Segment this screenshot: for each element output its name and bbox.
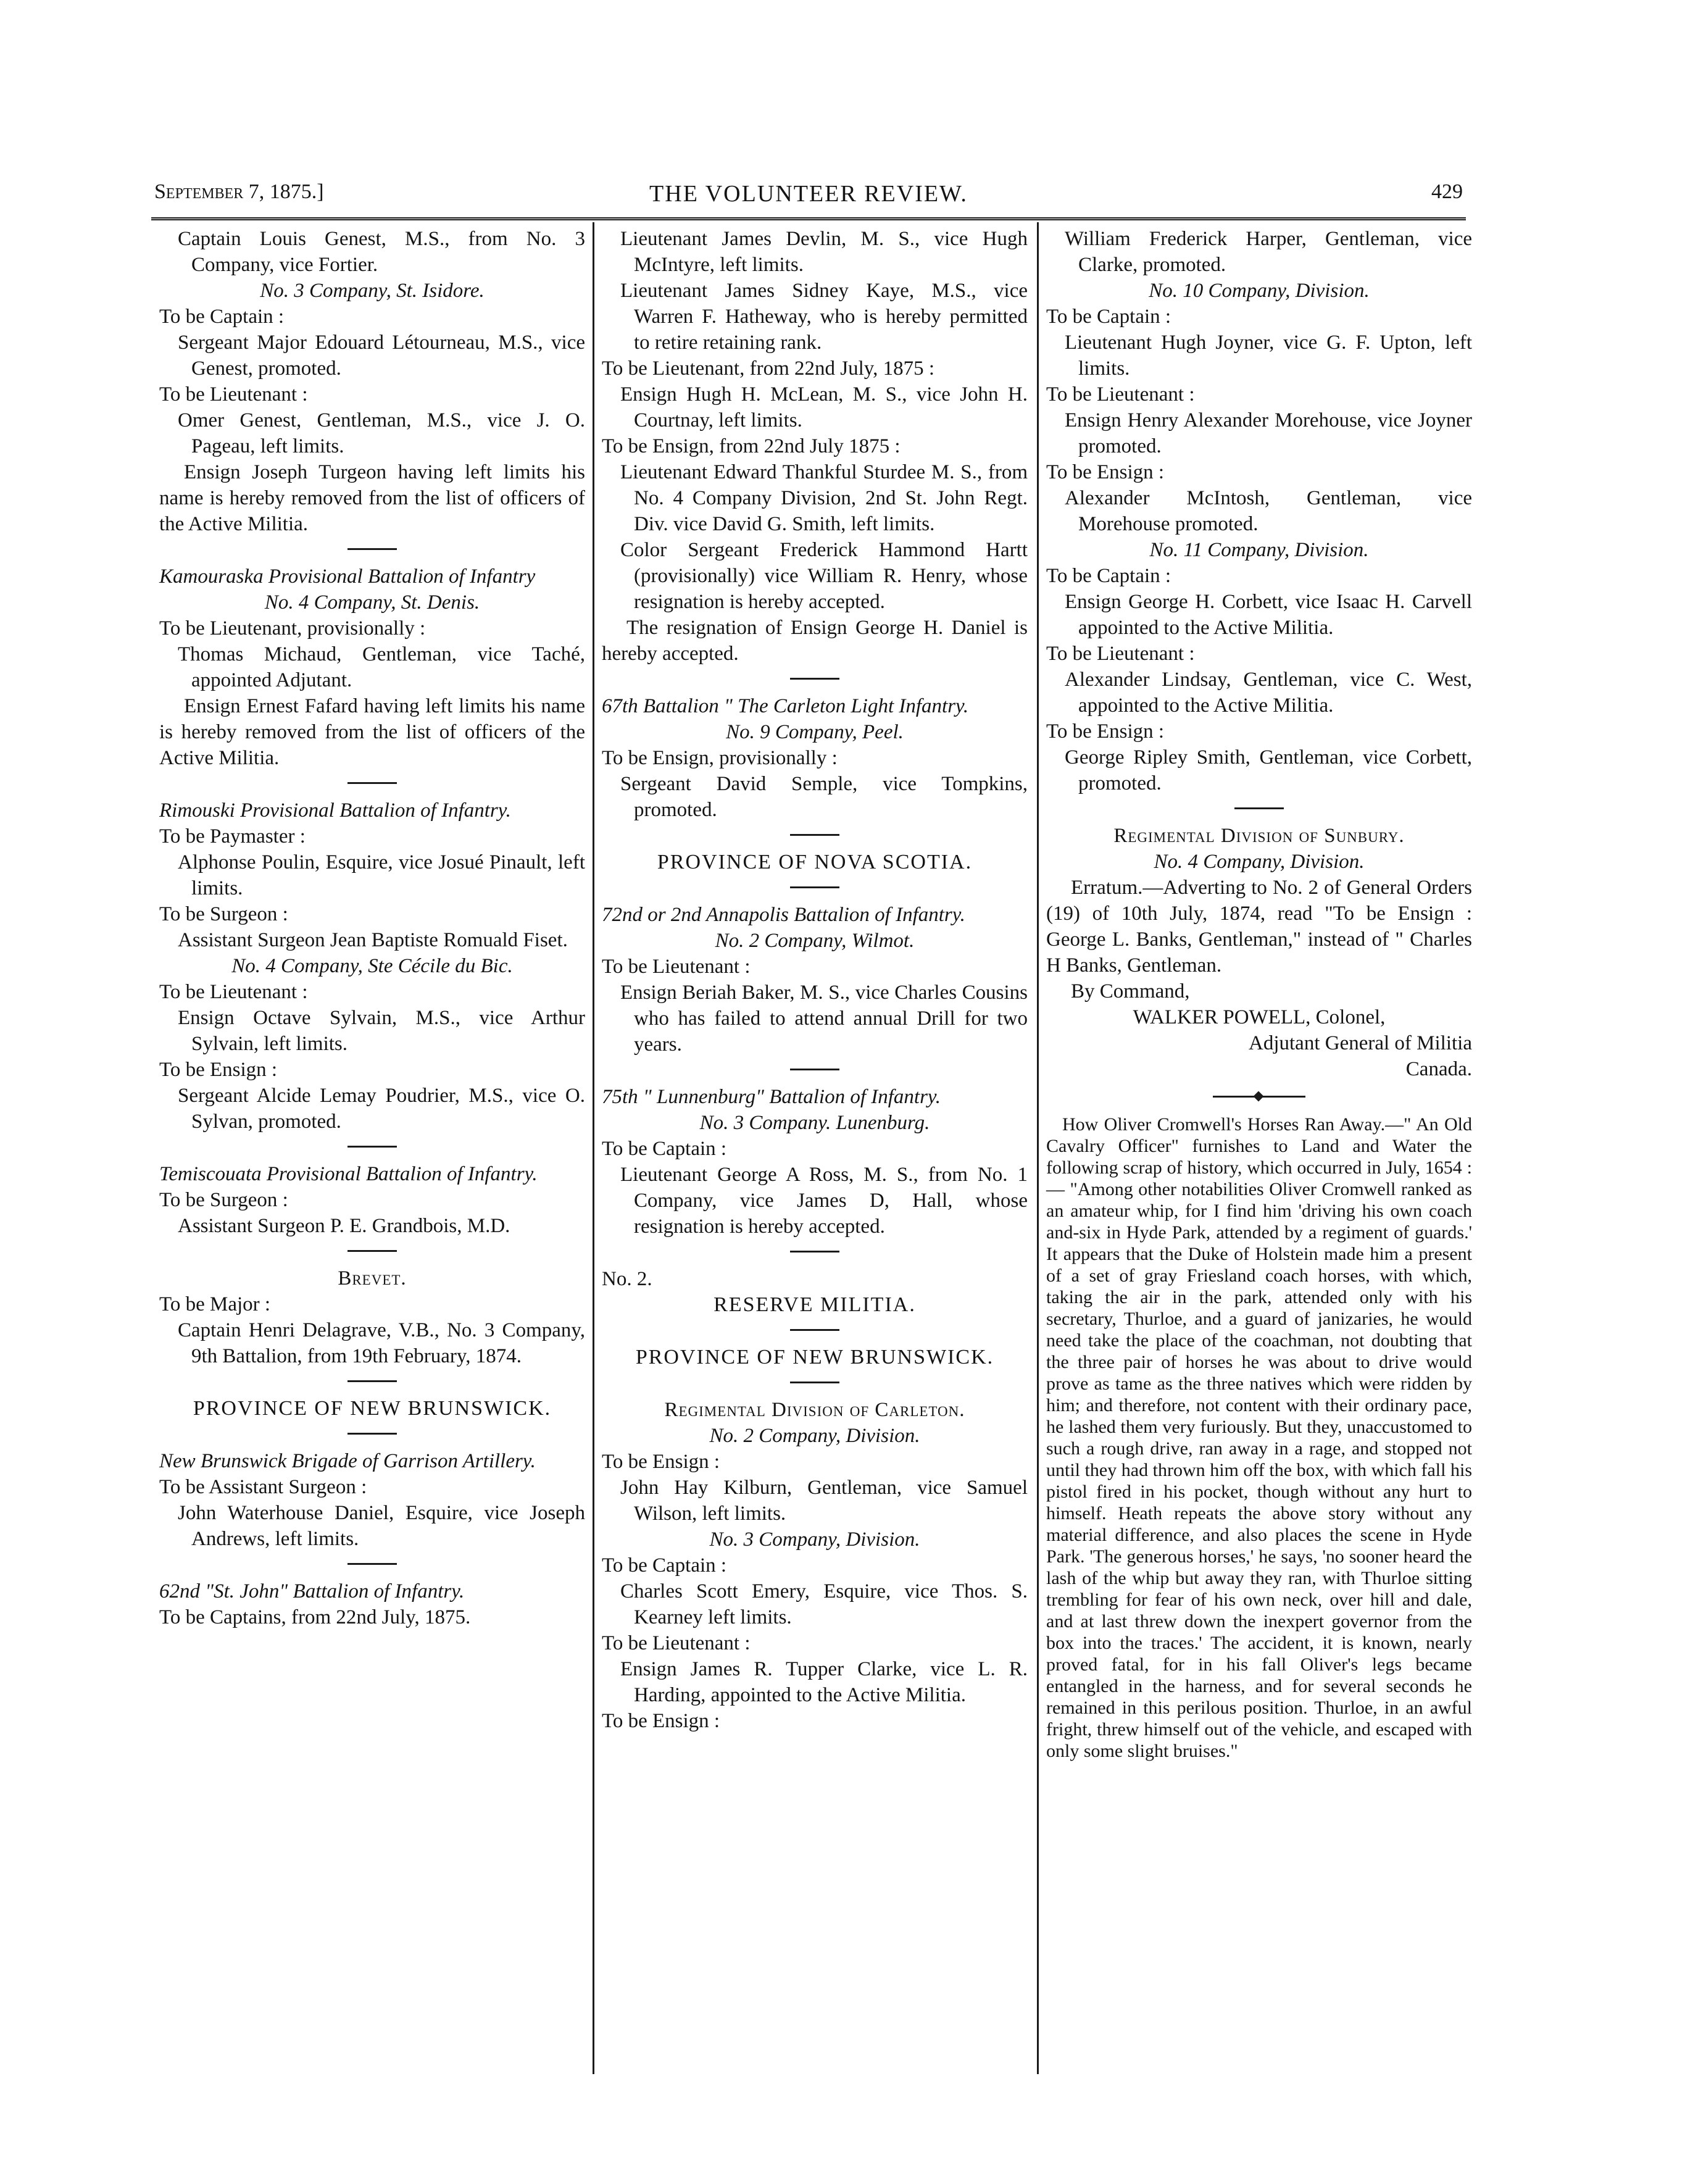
- page-number: 429: [1431, 180, 1463, 203]
- province-heading: PROVINCE OF NEW BRUNSWICK.: [193, 1397, 552, 1420]
- appointment-entry: Color Sergeant Frederick Hammond Hartt (provisionally) vice William R. Henry, whose resignation is hereby accepted.: [620, 539, 1028, 613]
- battalion-heading: 75th " Lunnenburg" Battalion of Infantry.: [602, 1086, 941, 1108]
- appointment-heading: To be Captain :: [159, 306, 285, 328]
- column-divider: [593, 222, 594, 2074]
- battalion-heading: New Brunswick Brigade of Garrison Artillery.: [159, 1450, 536, 1472]
- section-rule: [347, 1250, 397, 1252]
- appointment-heading: To be Lieutenant :: [602, 956, 751, 978]
- appointment-heading: To be Major :: [159, 1293, 271, 1315]
- issue-date: September 7, 1875.]: [154, 180, 324, 203]
- battalion-heading: 62nd "St. John" Battalion of Infantry.: [159, 1580, 465, 1603]
- appointment-entry: Sergeant David Semple, vice Tompkins, promoted.: [620, 773, 1028, 821]
- company-heading: No. 4 Company, St. Denis.: [264, 591, 480, 614]
- battalion-heading: Temiscouata Provisional Battalion of Infantry.: [159, 1163, 538, 1185]
- appointment-heading: To be Ensign :: [602, 1710, 720, 1732]
- appointment-heading: To be Captain :: [602, 1554, 727, 1577]
- province-heading: RESERVE MILITIA.: [714, 1293, 916, 1316]
- section-rule: [790, 1069, 839, 1070]
- appointment-entry: Ensign Henry Alexander Morehouse, vice Joyner promoted.: [1065, 409, 1472, 457]
- appointment-entry: George Ripley Smith, Gentleman, vice Corbett, promoted.: [1065, 746, 1472, 794]
- section-rule: [790, 1329, 839, 1331]
- appointment-heading: To be Captains, from 22nd July, 1875.: [159, 1606, 471, 1628]
- company-heading: No. 9 Company, Peel.: [726, 721, 904, 743]
- section-rule: [790, 834, 839, 836]
- section-rule: [347, 1146, 397, 1148]
- appointment-entry: Lieutenant Hugh Joyner, vice G. F. Upton, left limits.: [1065, 331, 1472, 380]
- division-heading: Regimental Division of Carleton.: [664, 1399, 965, 1421]
- publication-title: THE VOLUNTEER REVIEW.: [649, 181, 968, 207]
- section-rule: [1234, 807, 1284, 809]
- appointment-entry: Ensign Beriah Baker, M. S., vice Charles Cousins who has failed to attend annual Drill for two years.: [620, 982, 1028, 1056]
- appointment-entry: Alexander McIntosh, Gentleman, vice Morehouse promoted.: [1065, 487, 1472, 535]
- section-rule: [790, 1251, 839, 1252]
- appointment-entry: Ensign George H. Corbett, vice Isaac H. Carvell appointed to the Active Militia.: [1065, 591, 1472, 639]
- battalion-heading: 72nd or 2nd Annapolis Battalion of Infantry.: [602, 904, 965, 926]
- appointment-heading: To be Lieutenant :: [1046, 643, 1195, 665]
- column-right: [1046, 226, 1472, 1762]
- appointment-heading: To be Ensign, from 22nd July 1875 :: [602, 435, 901, 457]
- notice-text: Ensign Joseph Turgeon having left limits his name is hereby removed from the list of officers of the Active Militia.: [159, 461, 585, 535]
- appointment-entry: Ensign Hugh H. McLean, M. S., vice John H. Courtnay, left limits.: [620, 383, 1028, 431]
- column-middle: [602, 226, 1028, 1734]
- page-header: [151, 180, 1466, 220]
- appointment-entry: Ensign James R. Tupper Clarke, vice L. R. Harding, appointed to the Active Militia.: [620, 1658, 1028, 1706]
- appointment-heading: To be Ensign :: [159, 1059, 278, 1081]
- section-rule: [347, 548, 397, 550]
- section-rule: [790, 1382, 839, 1383]
- appointment-heading: To be Assistant Surgeon :: [159, 1476, 367, 1498]
- appointment-entry: Thomas Michaud, Gentleman, vice Taché, appointed Adjutant.: [178, 643, 585, 691]
- appointment-entry: Assistant Surgeon Jean Baptiste Romuald Fiset.: [178, 929, 568, 951]
- appointment-heading: To be Lieutenant :: [1046, 383, 1195, 406]
- appointment-entry: John Hay Kilburn, Gentleman, vice Samuel Wilson, left limits.: [620, 1477, 1028, 1525]
- company-heading: No. 2 Company, Division.: [709, 1425, 920, 1447]
- section-rule: [347, 1380, 397, 1382]
- notice-text: By Command,: [1071, 980, 1190, 1002]
- appointment-entry: Charles Scott Emery, Esquire, vice Thos. S. Kearney left limits.: [620, 1580, 1028, 1628]
- section-rule: [790, 886, 839, 888]
- appointment-heading: To be Lieutenant, from 22nd July, 1875 :: [602, 357, 935, 380]
- appointment-entry: Assistant Surgeon P. E. Grandbois, M.D.: [178, 1215, 510, 1237]
- appointment-heading: To be Lieutenant :: [159, 383, 308, 406]
- division-heading: Brevet.: [338, 1267, 407, 1290]
- article-text: How Oliver Cromwell's Horses Ran Away.—" An Old Cavalry Officer" furnishes to Land and Water the following scrap of history, which occurred in July, 1654 :— "Among other notabilities Oliver Cromwell ranked as an amateur whip, for I find him 'driving his own coach and-six in Hyde Park, attended by a regiment of guards.' It appears that the Duke of Holstein made him a present of a set of gray Friesland coach horses, with which, taking the air in the park, attended only with his secretary, Thurloe, and a guard of janizaries, he would need take the place of the coachman, not doubting that the three pair of horses he was about to drive would prove as tame as the three natives which were ridden by him; and therefore, not content with their ordinary pace, he lashed them very furiously. But they, unaccustomed to such a rough drive, ran away in a rage, and stopped not until they had thrown him off the box, with which fall his pistol fired in his pocket, though without any hurt to himself. Heath repeats the above story without any material difference, and also places the scene in Hyde Park. 'The generous horses,' he says, 'no sooner heard the lash of the whip but away they ran, with Thurloe sitting trembling for fear of his own neck, over hill and dale, and at last threw down the inexpert governor from the box into the traces.' The accident, it is known, nearly proved fatal, for in his fall Oliver's legs became entangled in the harness, and for several seconds he remained in this perilous position. Thurloe, in an awful fright, threw himself out of the vehicle, and escaped with only some slight bruises.": [1046, 1114, 1472, 1761]
- appointment-heading: To be Surgeon :: [159, 903, 288, 925]
- appointment-entry: Lieutenant James Sidney Kaye, M.S., vice Warren F. Hatheway, who is hereby permitted to retire retaining rank.: [620, 280, 1028, 354]
- appointment-entry: Lieutenant George A Ross, M. S., from No. 1 Company, vice James D, Hall, whose resignation is hereby accepted.: [620, 1164, 1028, 1238]
- appointment-heading: No. 2.: [602, 1268, 652, 1290]
- company-heading: No. 3 Company. Lunenburg.: [699, 1112, 930, 1134]
- signature-name: WALKER POWELL, Colonel,: [1133, 1006, 1386, 1028]
- appointment-heading: To be Ensign, provisionally :: [602, 747, 838, 769]
- company-heading: No. 11 Company, Division.: [1149, 539, 1369, 561]
- notice-text: Ensign Ernest Fafard having left limits his name is hereby removed from the list of officers of the Active Militia.: [159, 695, 585, 769]
- appointment-entry: Captain Louis Genest, M.S., from No. 3 Company, vice Fortier.: [178, 228, 585, 276]
- company-heading: No. 2 Company, Wilmot.: [715, 930, 915, 952]
- company-heading: No. 4 Company, Division.: [1154, 851, 1365, 873]
- company-heading: No. 3 Company, Division.: [709, 1528, 920, 1551]
- division-heading: Regimental Division of Sunbury.: [1113, 825, 1405, 847]
- appointment-entry: Sergeant Major Edouard Létourneau, M.S., vice Genest, promoted.: [178, 331, 585, 380]
- appointment-heading: To be Surgeon :: [159, 1189, 288, 1211]
- company-heading: No. 3 Company, St. Isidore.: [260, 280, 485, 302]
- appointment-heading: To be Ensign :: [1046, 461, 1165, 483]
- company-heading: No. 4 Company, Ste Cécile du Bic.: [231, 955, 513, 977]
- appointment-heading: To be Lieutenant :: [159, 981, 308, 1003]
- battalion-heading: Kamouraska Provisional Battalion of Infantry: [159, 565, 536, 588]
- notice-text: The resignation of Ensign George H. Daniel is hereby accepted.: [602, 617, 1028, 665]
- appointment-heading: To be Captain :: [1046, 565, 1171, 587]
- appointment-entry: William Frederick Harper, Gentleman, vice Clarke, promoted.: [1065, 228, 1472, 276]
- appointment-heading: To be Lieutenant, provisionally :: [159, 617, 426, 640]
- ornament-rule: [1213, 1096, 1305, 1098]
- province-heading: PROVINCE OF NOVA SCOTIA.: [657, 851, 973, 873]
- appointment-entry: Lieutenant James Devlin, M. S., vice Hugh McIntyre, left limits.: [620, 228, 1028, 276]
- appointment-entry: Sergeant Alcide Lemay Poudrier, M.S., vice O. Sylvan, promoted.: [178, 1085, 585, 1133]
- appointment-entry: Alphonse Poulin, Esquire, vice Josué Pinault, left limits.: [178, 851, 585, 899]
- signature-line: Canada.: [1405, 1058, 1472, 1080]
- appointment-entry: Lieutenant Edward Thankful Sturdee M. S., from No. 4 Company Division, 2nd St. John Regt. Div. vice David G. Smith, left limits.: [620, 461, 1028, 535]
- section-rule: [347, 1563, 397, 1565]
- appointment-heading: To be Captain :: [602, 1138, 727, 1160]
- column-left: [159, 226, 585, 1630]
- signature-line: Adjutant General of Militia: [1249, 1032, 1472, 1054]
- battalion-heading: 67th Battalion " The Carleton Light Infantry.: [602, 695, 969, 717]
- column-divider: [1037, 222, 1039, 2074]
- section-rule: [347, 782, 397, 784]
- appointment-heading: To be Ensign :: [602, 1451, 720, 1473]
- appointment-entry: Omer Genest, Gentleman, M.S., vice J. O. Pageau, left limits.: [178, 409, 585, 457]
- appointment-entry: Captain Henri Delagrave, V.B., No. 3 Company, 9th Battalion, from 19th February, 1874.: [178, 1319, 585, 1367]
- province-heading: PROVINCE OF NEW BRUNSWICK.: [635, 1346, 994, 1369]
- appointment-entry: John Waterhouse Daniel, Esquire, vice Joseph Andrews, left limits.: [178, 1502, 585, 1550]
- appointment-entry: Alexander Lindsay, Gentleman, vice C. West, appointed to the Active Militia.: [1065, 669, 1472, 717]
- battalion-heading: Rimouski Provisional Battalion of Infantry.: [159, 799, 511, 822]
- appointment-heading: To be Ensign :: [1046, 720, 1165, 743]
- company-heading: No. 10 Company, Division.: [1149, 280, 1370, 302]
- section-rule: [347, 1433, 397, 1435]
- appointment-heading: To be Lieutenant :: [602, 1632, 751, 1654]
- appointment-heading: To be Paymaster :: [159, 825, 306, 848]
- appointment-heading: To be Captain :: [1046, 306, 1171, 328]
- appointment-entry: Ensign Octave Sylvain, M.S., vice Arthur Sylvain, left limits.: [178, 1007, 585, 1055]
- notice-text: Erratum.—Adverting to No. 2 of General Orders (19) of 10th July, 1874, read "To be Ensign : George L. Banks, Gentleman," instead of " Charles H Banks, Gentleman.: [1046, 877, 1472, 977]
- section-rule: [790, 678, 839, 680]
